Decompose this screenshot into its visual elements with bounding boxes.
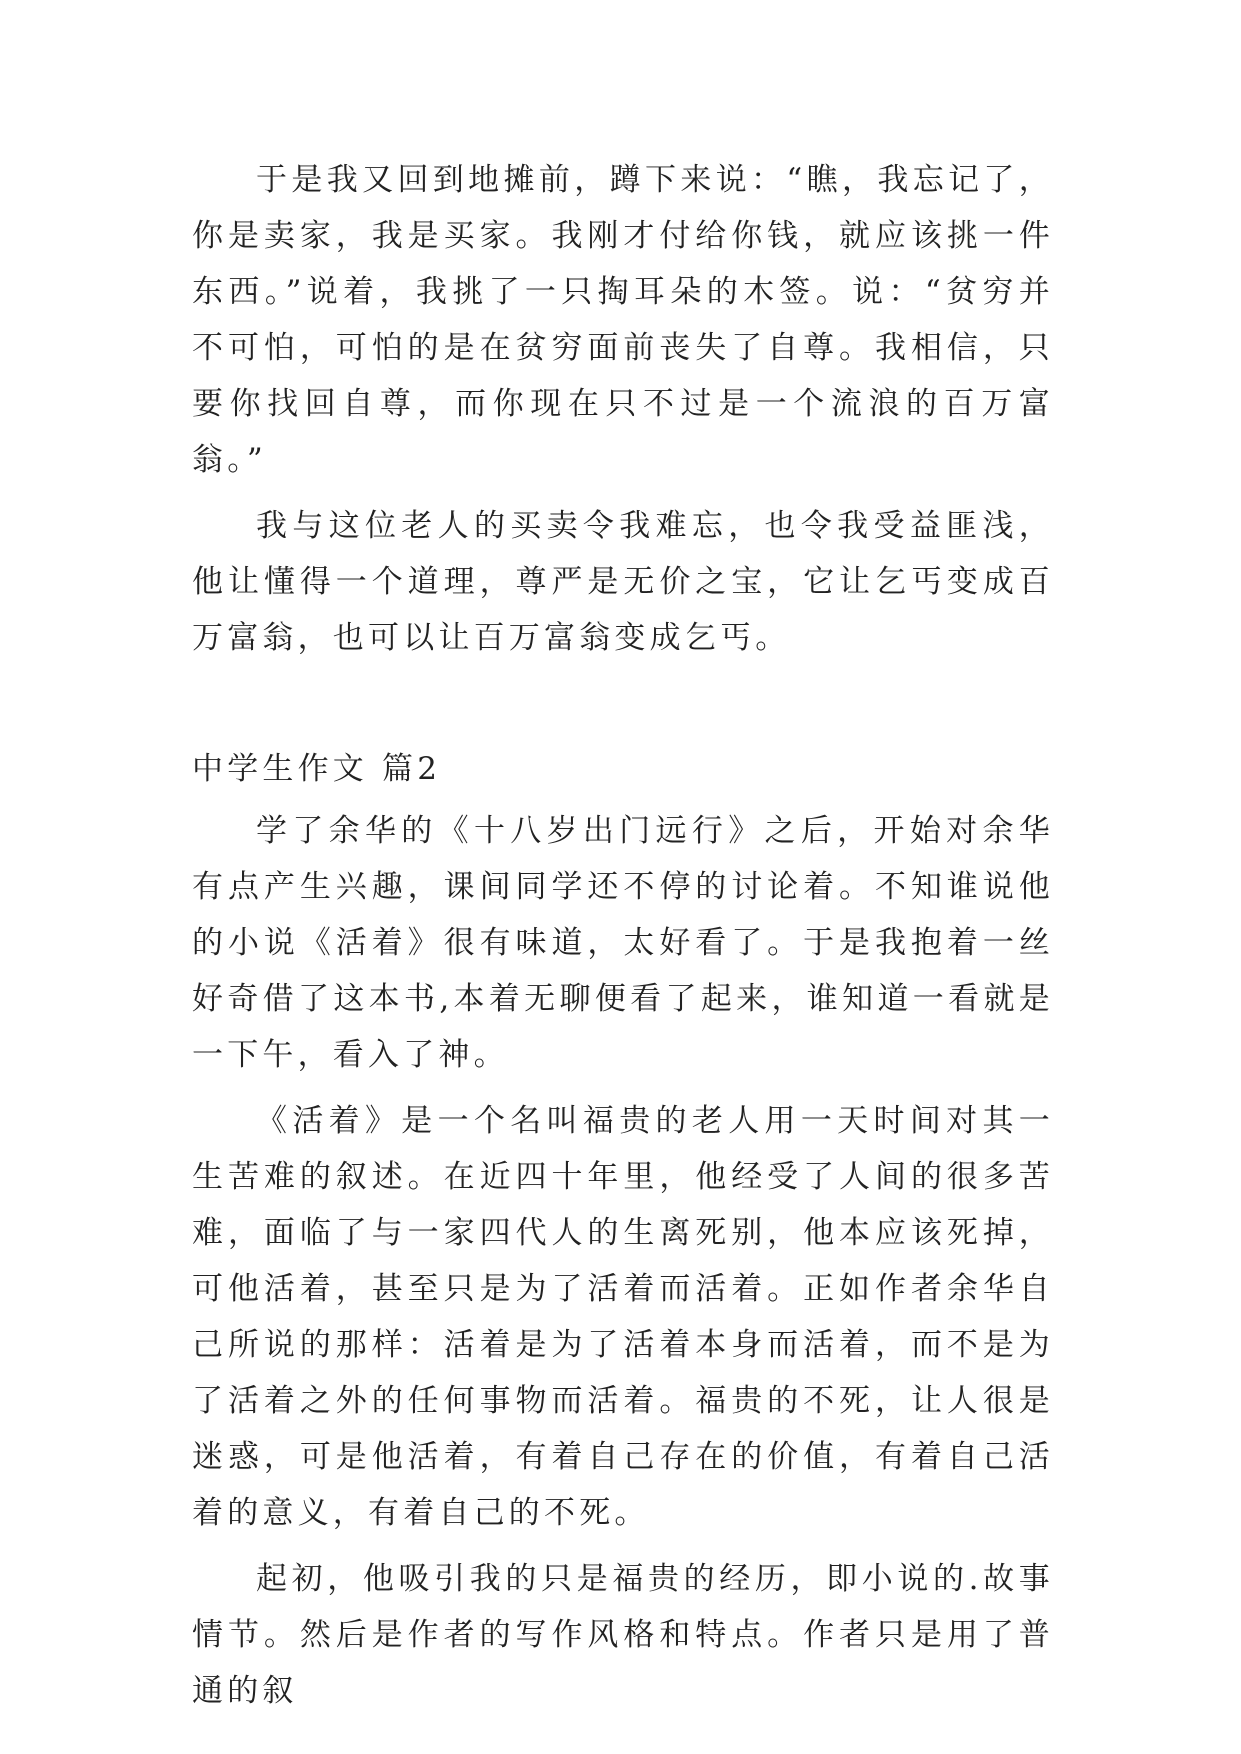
paragraph-initial-attraction: 起初，他吸引我的只是福贵的经历，即小说的.故事情节。然后是作者的写作风格和特点。作者只是用了普通的叙 xyxy=(192,1561,1054,1709)
document-page xyxy=(192,152,1054,1719)
paragraph-to-live-summary: 《活着》是一个名叫福贵的老人用一天时间对其一生苦难的叙述。在近四十年里，他经受了人间的很多苦难，面临了与一家四代人的生离死别，他本应该死掉，可他活着，甚至只是为了活着而活着。正如作者余华自己所说的那样：活着是为了活着本身而活着，而不是为了活着之外的任何事物而活着。福贵的不死，让人很是迷惑，可是他活着，有着自己存在的价值，有着自己活着的意义，有着自己的不死。 xyxy=(192,1103,1054,1531)
paragraph-dignity-lesson: 我与这位老人的买卖令我难忘，也令我受益匪浅，他让懂得一个道理，尊严是无价之宝，它让乞丐变成百万富翁，也可以让百万富翁变成乞丐。 xyxy=(192,508,1054,656)
essay-section-1 xyxy=(192,152,1054,666)
essay-section-2 xyxy=(192,741,1054,1719)
paragraph-yuhua-interest: 学了余华的《十八岁出门远行》之后，开始对余华有点产生兴趣，课间同学还不停的讨论着。不知谁说他的小说《活着》很有味道，太好看了。于是我抱着一丝好奇借了这本书,本着无聊便看了起来，谁知道一看就是一下午，看入了神。 xyxy=(192,813,1054,1073)
section-spacer xyxy=(192,666,1054,741)
paragraph-market-return: 于是我又回到地摊前，蹲下来说：“瞧，我忘记了，你是卖家，我是买家。我刚才付给你钱，就应该挑一件东西。”说着，我挑了一只掏耳朵的木签。说：“贫穷并不可怕，可怕的是在贫穷面前丧失了自尊。我相信，只要你找回自尊，而你现在只不过是一个流浪的百万富翁。” xyxy=(192,162,1054,478)
section-heading: 中学生作文 篇2 xyxy=(192,751,442,787)
